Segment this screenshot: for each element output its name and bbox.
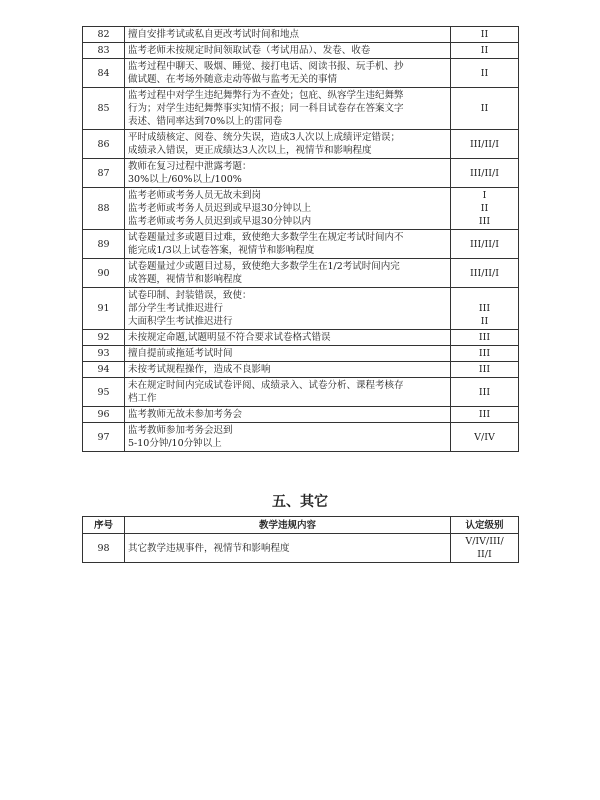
level-line: II — [480, 203, 489, 214]
table-row — [83, 378, 519, 407]
table-row — [83, 346, 519, 362]
table-row — [83, 230, 519, 259]
violation-level — [451, 59, 519, 88]
level-line: III — [478, 216, 491, 227]
violation-level — [451, 330, 519, 346]
level-line: III/II/I — [470, 138, 499, 150]
violation-content — [125, 130, 451, 159]
table-row — [83, 534, 519, 563]
content-line: 部分学生考试推迟进行 — [128, 303, 224, 314]
level-line: III/II/I — [470, 167, 499, 179]
content-line: 表述、错同率达到70%以上的雷同卷 — [128, 116, 283, 127]
violations-table-body — [83, 27, 519, 452]
violation-level — [451, 378, 519, 407]
violation-content — [125, 378, 451, 407]
violation-level — [451, 159, 519, 188]
content-line: 做试题、在考场外随意走动等做与监考无关的事情 — [128, 74, 338, 85]
violation-level — [451, 43, 519, 59]
content-line: 能完成1/3以上试卷答案，视情节和影响程度 — [128, 245, 315, 256]
violation-level — [451, 230, 519, 259]
other-violations-table — [82, 516, 519, 563]
content-line: 擅自安排考试或私自更改考试时间和地点 — [128, 29, 300, 40]
content-line: 试卷印制、封装错误，致使： — [128, 290, 252, 301]
other-violations-table-body — [83, 534, 519, 563]
level-line: III — [478, 332, 491, 343]
violation-content — [125, 259, 451, 288]
content-line: 监考老师或考务人员无故未到岗 — [128, 190, 262, 201]
table-row — [83, 159, 519, 188]
row-number: 90 — [83, 259, 125, 288]
level-line: II — [480, 103, 489, 114]
content-line: 监考老师或考务人员迟到或早退30分钟以上 — [128, 203, 312, 214]
table-row — [83, 288, 519, 330]
level-line: III — [478, 348, 491, 359]
table-row — [83, 330, 519, 346]
row-number: 82 — [83, 27, 125, 43]
content-line: 未按考试规程操作，造成不良影响 — [128, 364, 271, 375]
violation-content — [125, 159, 451, 188]
violation-level — [451, 407, 519, 423]
violation-level — [451, 259, 519, 288]
violation-level — [451, 534, 519, 563]
table-row — [83, 43, 519, 59]
content-line: 监考过程中聊天、吸烟、睡觉、接打电话、阅读书报、玩手机、抄 — [128, 61, 404, 72]
content-line: 教师在复习过程中泄露考题： — [128, 161, 252, 172]
level-line: V/IV — [474, 431, 495, 443]
violation-level — [451, 27, 519, 43]
violation-content — [125, 362, 451, 378]
level-line: II — [480, 29, 489, 40]
level-line: II — [480, 45, 489, 56]
content-line: 档工作 — [128, 393, 157, 404]
table-row — [83, 59, 519, 88]
table-row — [83, 259, 519, 288]
violations-table — [82, 26, 519, 452]
header-num: 序号 — [83, 517, 125, 534]
violation-content — [125, 43, 451, 59]
content-line: 其它教学违规事件，视情节和影响程度 — [128, 542, 290, 554]
content-line: 试卷题量过多或题目过难，致使绝大多数学生在规定考试时间内不 — [128, 232, 404, 243]
content-line: 监考老师或考务人员迟到或早退30分钟以内 — [128, 216, 312, 227]
table-row — [83, 362, 519, 378]
content-line: 未按规定命题,试题明显不符合要求试卷格式错误 — [128, 332, 331, 343]
level-line: III — [478, 386, 491, 398]
violation-level — [451, 130, 519, 159]
content-line: 行为；对学生违纪舞弊事实知情不报；同一科目试卷存在答案文字 — [128, 103, 404, 114]
level-line: II — [480, 316, 489, 327]
row-number: 84 — [83, 59, 125, 88]
table-row — [83, 188, 519, 230]
violation-content — [125, 346, 451, 362]
row-number: 94 — [83, 362, 125, 378]
row-number: 85 — [83, 88, 125, 130]
row-number: 88 — [83, 188, 125, 230]
content-line: 成绩录入错误，更正成绩达3人次以上，视情节和影响程度 — [128, 145, 372, 156]
table-row — [83, 130, 519, 159]
level-line: III/II/I — [470, 238, 499, 250]
level-line: V/IV/III/ — [465, 536, 504, 547]
level-line: III — [478, 364, 491, 375]
content-line: 试卷题量过少或题目过易，致使绝大多数学生在1/2考试时间内完 — [128, 261, 400, 272]
content-line: 监考老师未按规定时间领取试卷（考试用品）、发卷、收卷 — [128, 45, 371, 56]
content-line: 未在规定时间内完成试卷评阅、成绩录入、试卷分析、课程考核存 — [128, 380, 404, 391]
violation-level — [451, 88, 519, 130]
level-line: III — [478, 303, 491, 314]
row-number: 98 — [83, 534, 125, 563]
violation-content — [125, 288, 451, 330]
content-line: 监考教师参加考务会迟到 — [128, 425, 233, 436]
content-line: 擅自提前或拖延考试时间 — [128, 348, 233, 359]
level-line: II — [480, 67, 489, 79]
table-row — [83, 88, 519, 130]
row-number: 92 — [83, 330, 125, 346]
content-line: 5-10分钟/10分钟以上 — [128, 438, 222, 449]
violation-content — [125, 230, 451, 259]
row-number: 93 — [83, 346, 125, 362]
violation-content — [125, 407, 451, 423]
table-header-row — [83, 517, 519, 534]
content-line: 监考教师无故未参加考务会 — [128, 409, 243, 420]
header-content: 教学违规内容 — [125, 517, 451, 534]
header-level: 认定级别 — [451, 517, 519, 534]
table-row — [83, 407, 519, 423]
violation-content — [125, 188, 451, 230]
content-line: 成答题，视情节和影响程度 — [128, 274, 243, 285]
violation-level — [451, 288, 519, 330]
violation-content — [125, 27, 451, 43]
violation-level — [451, 346, 519, 362]
violation-content — [125, 534, 451, 563]
row-number: 87 — [83, 159, 125, 188]
row-number: 95 — [83, 378, 125, 407]
row-number: 91 — [83, 288, 125, 330]
content-line: 大面积学生考试推迟进行 — [128, 316, 233, 327]
violation-level — [451, 188, 519, 230]
violation-level — [451, 362, 519, 378]
row-number: 86 — [83, 130, 125, 159]
content-line: 30%以上/60%以上/100% — [128, 174, 242, 185]
level-line: I — [482, 190, 487, 201]
table-row — [83, 27, 519, 43]
violation-content — [125, 88, 451, 130]
violation-level — [451, 423, 519, 452]
row-number: 96 — [83, 407, 125, 423]
content-line: 平时成绩核定、阅卷、统分失误，造成3人次以上成绩评定错误； — [128, 132, 401, 143]
table-row — [83, 423, 519, 452]
level-line — [454, 289, 515, 302]
level-line: III/II/I — [470, 267, 499, 279]
violation-content — [125, 423, 451, 452]
row-number: 97 — [83, 423, 125, 452]
row-number: 83 — [83, 43, 125, 59]
violation-content — [125, 330, 451, 346]
violation-content — [125, 59, 451, 88]
level-line: II/I — [477, 549, 492, 560]
row-number: 89 — [83, 230, 125, 259]
level-line: III — [478, 409, 491, 420]
content-line: 监考过程中对学生违纪舞弊行为不查处；包庇、纵容学生违纪舞弊 — [128, 90, 404, 101]
section-title: 五、其它 — [272, 494, 328, 510]
